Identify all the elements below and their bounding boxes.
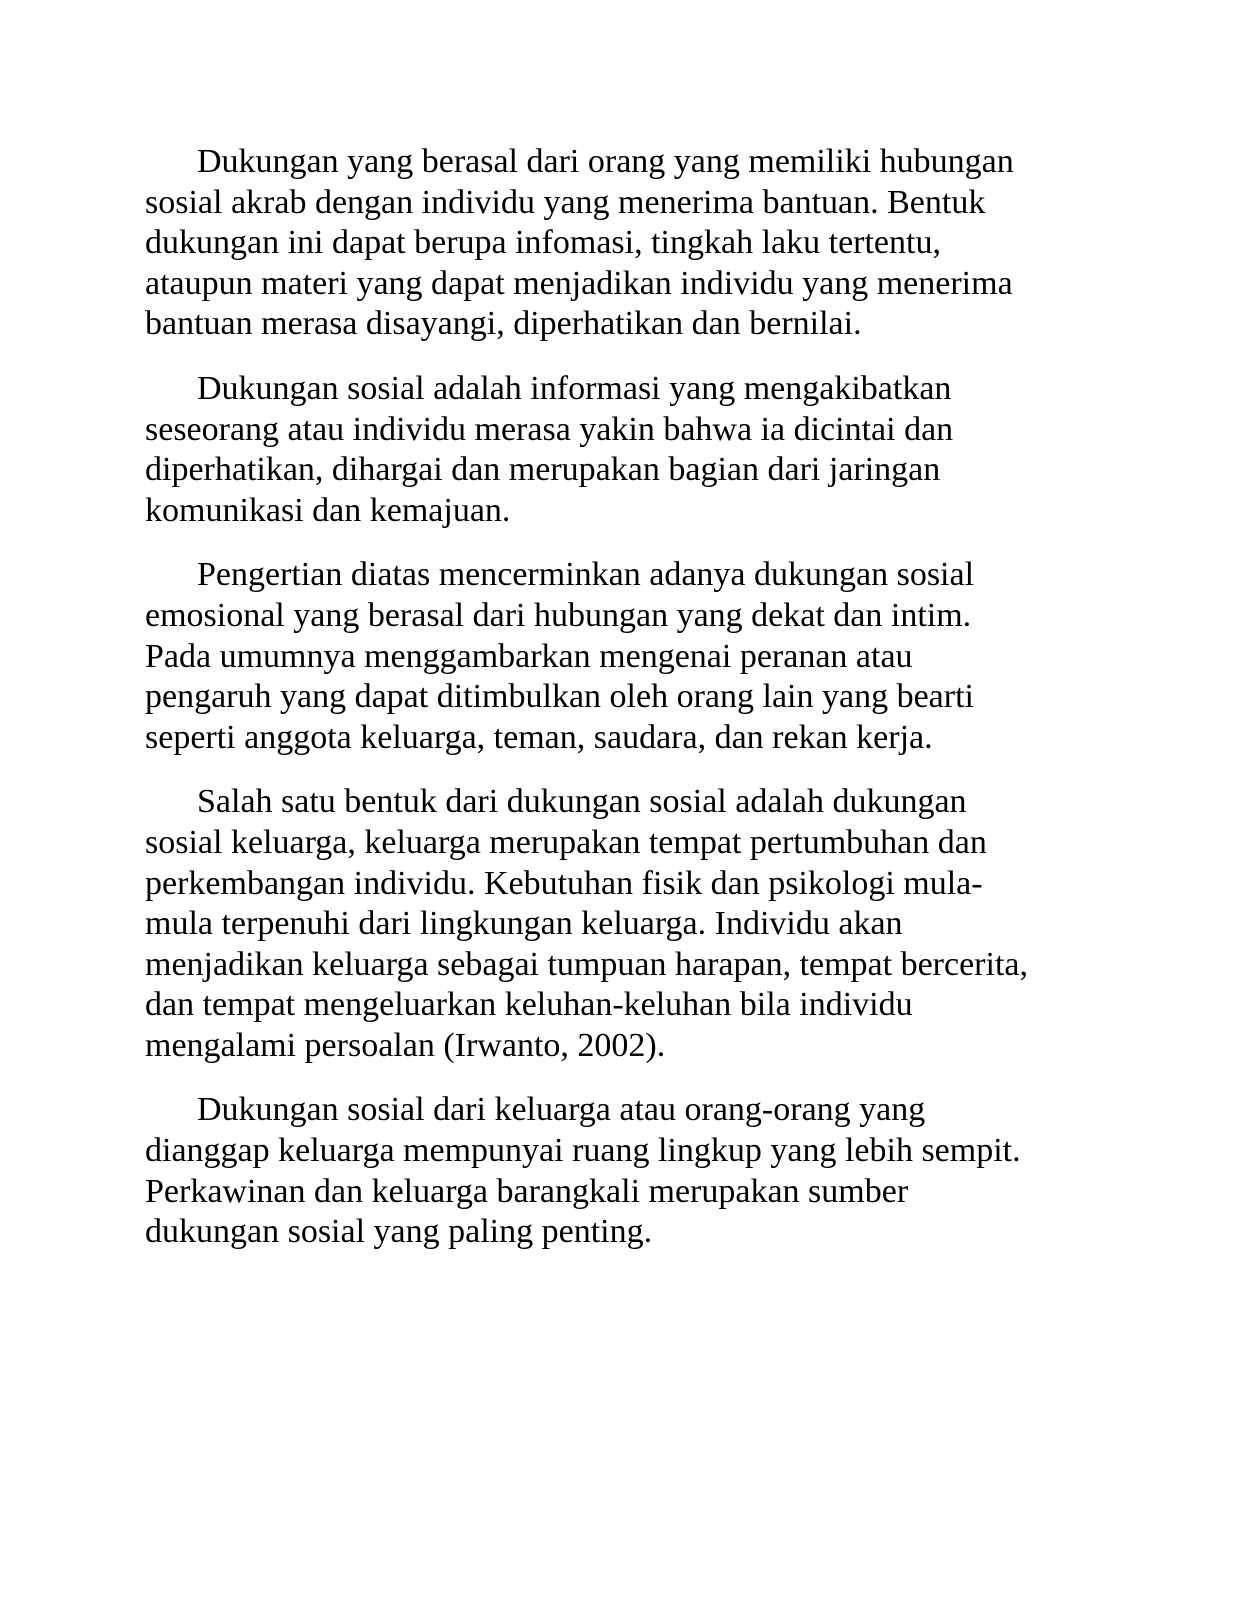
text-line: sosial akrab dengan individu yang menerima bantuan. Bentuk	[145, 183, 986, 221]
text-line: komunikasi dan kemajuan.	[145, 491, 511, 529]
text-line: mengalami persoalan (Irwanto, 2002).	[145, 1026, 666, 1064]
text-line: mula terpenuhi dari lingkungan keluarga. Individu akan	[145, 905, 903, 943]
text-line: Dukungan sosial adalah informasi yang mengakibatkan	[197, 369, 952, 407]
text-line: emosional yang berasal dari hubungan yang dekat dan intim.	[145, 596, 972, 634]
paragraph-4	[145, 782, 1105, 1066]
text-line: dan tempat mengeluarkan keluhan-keluhan bila individu	[145, 986, 913, 1024]
text-line: seseorang atau individu merasa yakin bahwa ia dicintai dan	[145, 410, 954, 448]
text-line: Dukungan sosial dari keluarga atau orang-orang yang	[197, 1091, 926, 1129]
text-line: perkembangan individu. Kebutuhan fisik dan psikologi mula-	[145, 864, 983, 902]
text-line: bantuan merasa disayangi, diperhatikan dan bernilai.	[145, 305, 862, 343]
text-line: Salah satu bentuk dari dukungan sosial adalah dukungan	[197, 783, 967, 821]
text-line: dukungan ini dapat berupa infomasi, tingkah laku tertentu,	[145, 224, 941, 262]
paragraph-2	[145, 369, 1105, 531]
text-line: sosial keluarga, keluarga merupakan tempat pertumbuhan dan	[145, 823, 987, 861]
paragraph-3	[145, 555, 1105, 758]
text-line: diperhatikan, dihargai dan merupakan bagian dari jaringan	[145, 451, 941, 489]
text-line: menjadikan keluarga sebagai tumpuan harapan, tempat bercerita,	[145, 945, 1028, 983]
paragraph-1	[145, 142, 1105, 345]
text-line: ataupun materi yang dapat menjadikan individu yang menerima	[145, 264, 1013, 302]
text-line: Perkawinan dan keluarga barangkali merupakan sumber	[145, 1172, 909, 1210]
text-line: dukungan sosial yang paling penting.	[145, 1213, 653, 1251]
text-line: dianggap keluarga mempunyai ruang lingkup yang lebih sempit.	[145, 1132, 1021, 1170]
text-line: pengaruh yang dapat ditimbulkan oleh orang lain yang bearti	[145, 678, 974, 716]
text-line: Pengertian diatas mencerminkan adanya dukungan sosial	[197, 556, 975, 594]
text-line: seperti anggota keluarga, teman, saudara, dan rekan kerja.	[145, 718, 933, 756]
paragraph-5	[145, 1090, 1105, 1252]
text-line: Pada umumnya menggambarkan mengenai peranan atau	[145, 637, 913, 675]
body-text	[145, 142, 1105, 1277]
text-line: Dukungan yang berasal dari orang yang memiliki hubungan	[197, 143, 1014, 180]
